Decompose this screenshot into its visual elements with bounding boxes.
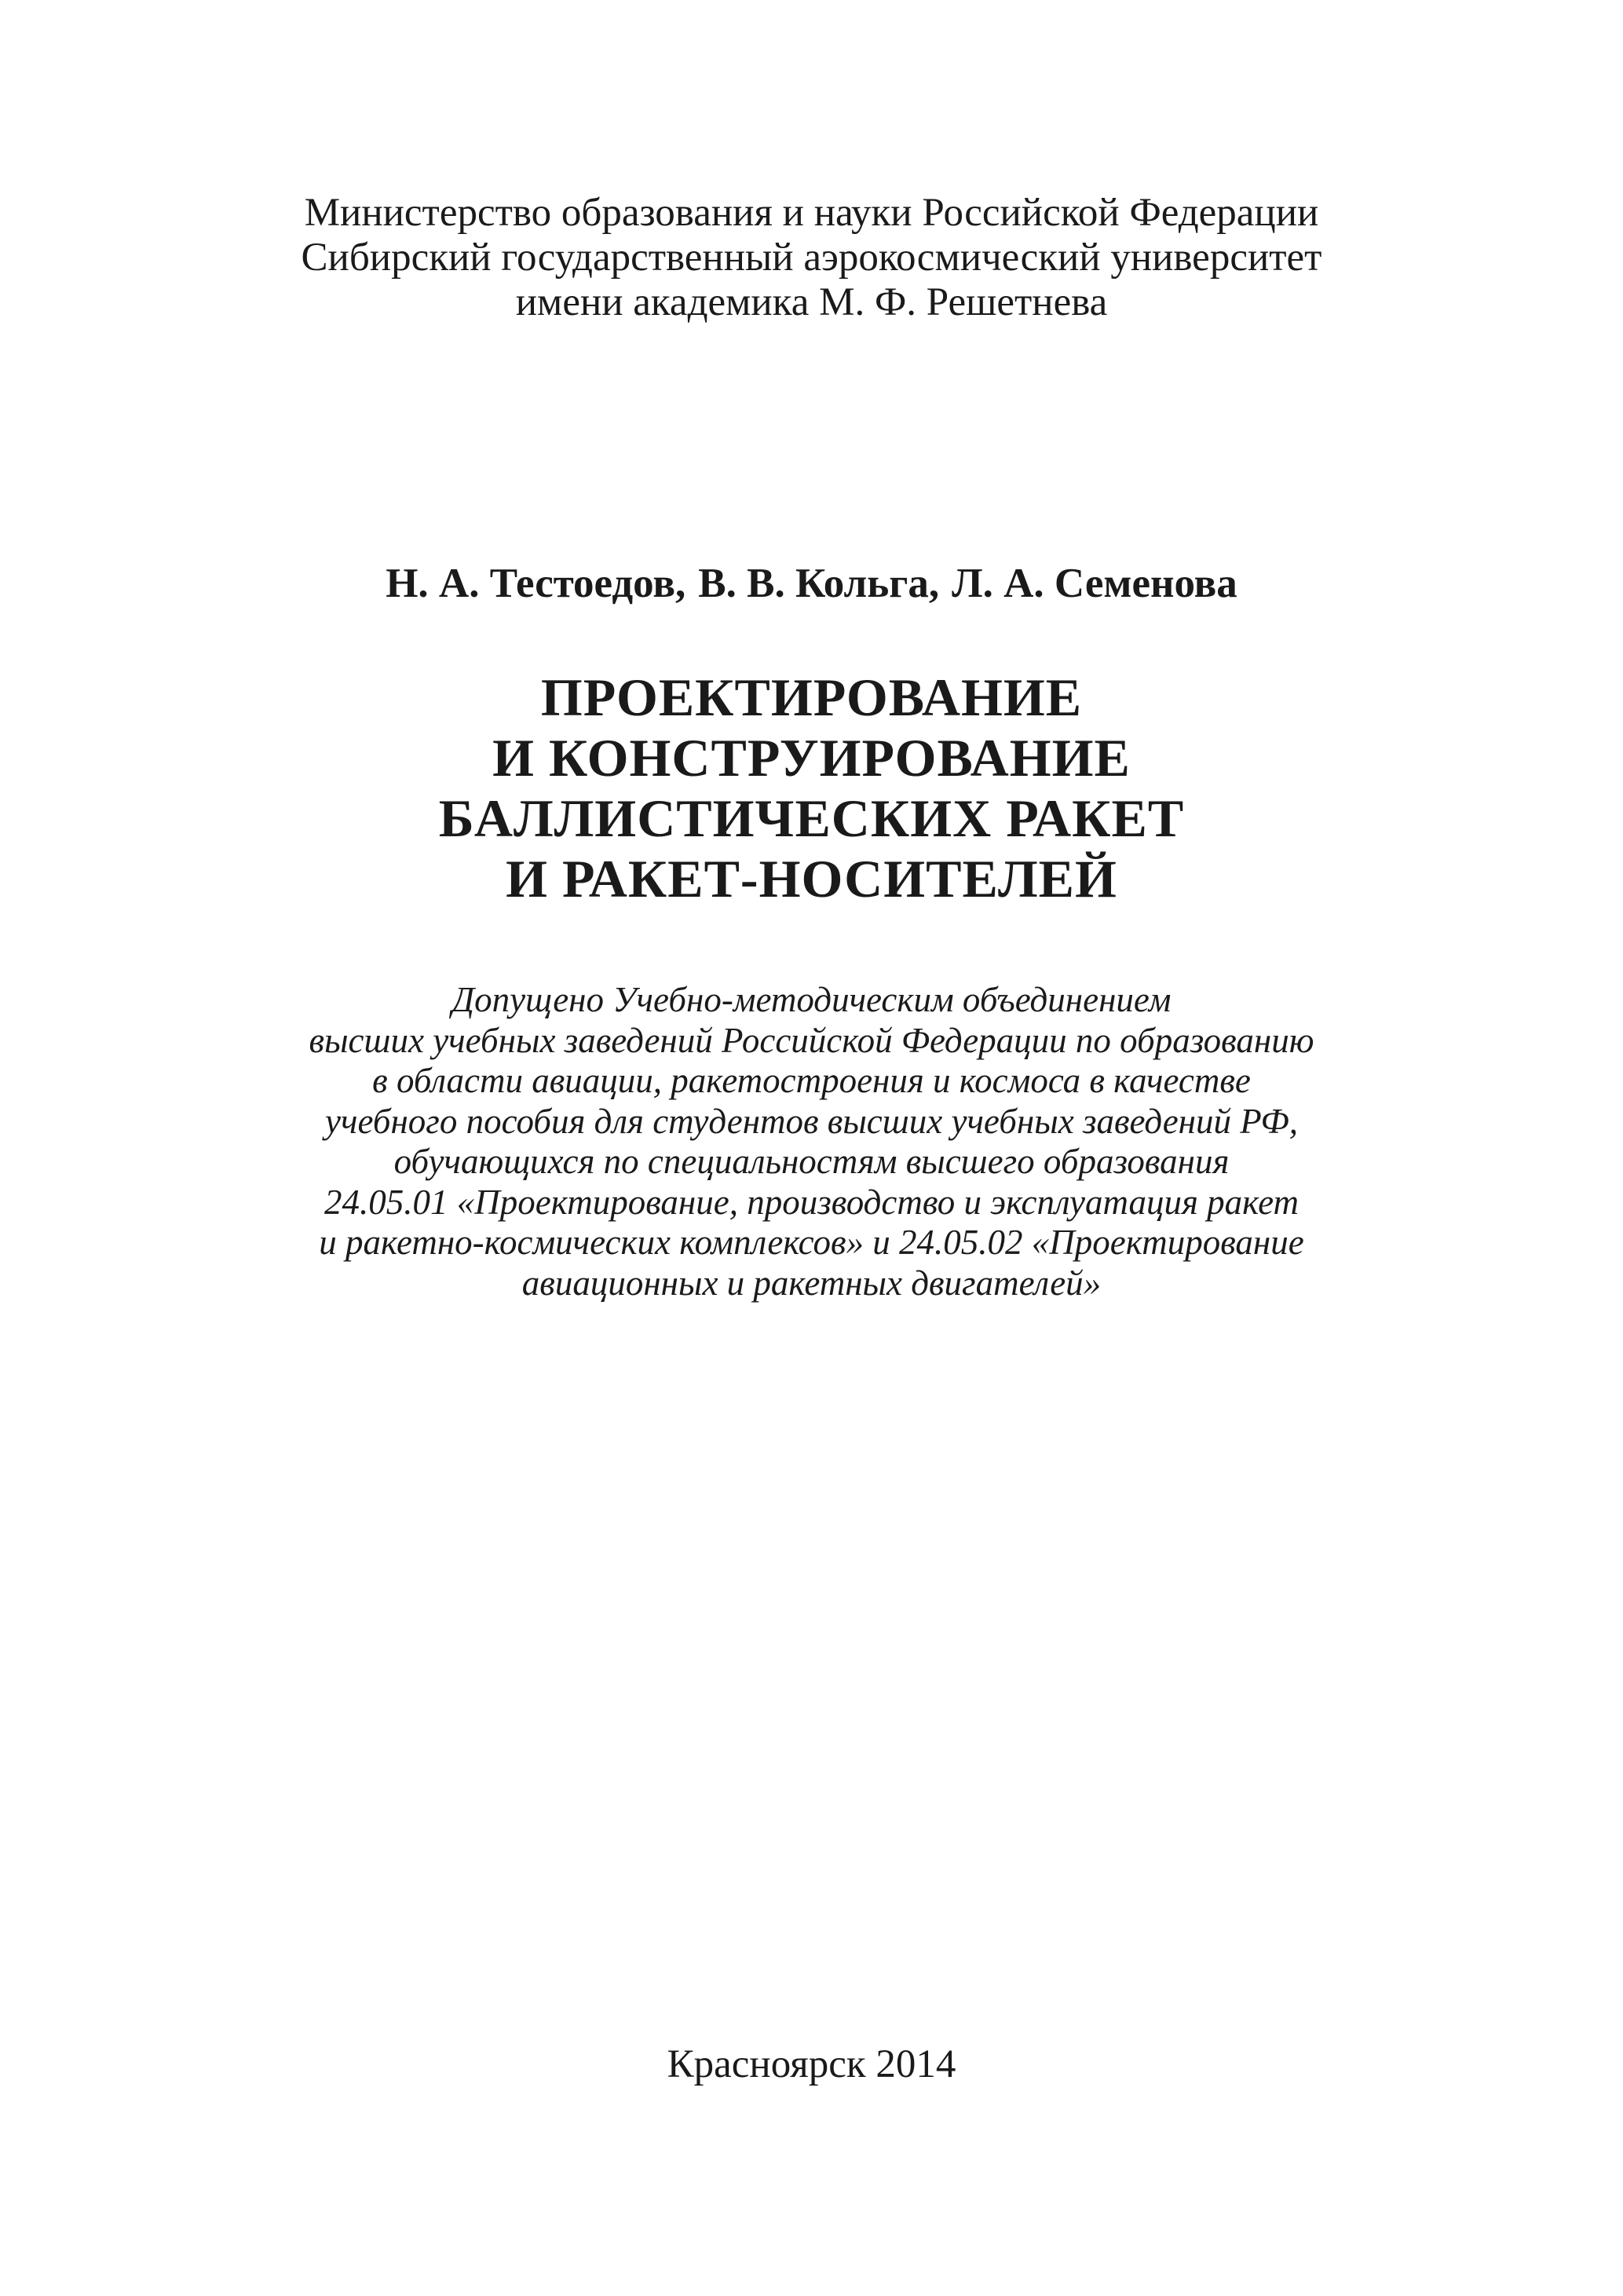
approval-line-1: Допущено Учебно-методическим объединением bbox=[451, 980, 1172, 1019]
approval-note bbox=[0, 980, 1623, 1303]
approval-line-5: обучающихся по специальностям высшего образования bbox=[393, 1142, 1230, 1181]
ministry-line: Министерство образования и науки Российской Федерации bbox=[304, 191, 1319, 235]
title-line-2: И КОНСТРУИРОВАНИЕ bbox=[492, 728, 1131, 788]
authors bbox=[0, 560, 1623, 607]
author-2: В. В. Кольга, bbox=[698, 561, 940, 606]
approval-line-6: 24.05.01 «Проектирование, производство и эксплуатация ракет bbox=[324, 1182, 1299, 1222]
title-line-4: И РАКЕТ-НОСИТЕЛЕЙ bbox=[506, 849, 1117, 909]
author-1: Н. А. Тестоедов, bbox=[386, 561, 686, 606]
imprint bbox=[0, 2042, 1623, 2087]
title-line-1: ПРОЕКТИРОВАНИЕ bbox=[540, 667, 1083, 727]
city-year: Красноярск 2014 bbox=[667, 2042, 956, 2086]
university-name-line: имени академика М. Ф. Решетнева bbox=[515, 280, 1108, 324]
approval-line-7: и ракетно-космических комплексов» и 24.05.02 «Проектирование bbox=[319, 1223, 1304, 1262]
institution-header bbox=[0, 191, 1623, 325]
approval-line-2: высших учебных заведений Российской Федерации по образованию bbox=[309, 1020, 1314, 1060]
book-title bbox=[0, 667, 1623, 909]
approval-line-4: учебного пособия для студентов высших учебных заведений РФ, bbox=[325, 1101, 1298, 1141]
university-line: Сибирский государственный аэрокосмический университет bbox=[301, 236, 1322, 280]
author-3: Л. А. Семенова bbox=[952, 561, 1237, 606]
approval-line-8: авиационных и ракетных двигателей» bbox=[521, 1263, 1102, 1303]
title-line-3: БАЛЛИСТИЧЕСКИХ РАКЕТ bbox=[438, 788, 1185, 848]
approval-line-3: в области авиации, ракетостроения и космоса в качестве bbox=[372, 1061, 1251, 1100]
